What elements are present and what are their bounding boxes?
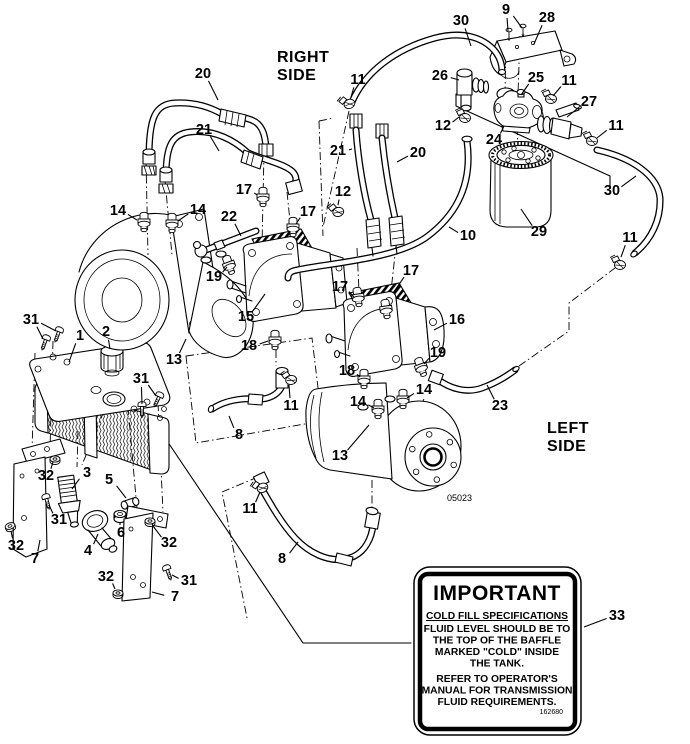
important-body-line: FLUID LEVEL SHOULD BE TO bbox=[423, 624, 571, 635]
callout-17: 17 bbox=[402, 263, 420, 279]
callout-22: 22 bbox=[220, 209, 238, 225]
leader-line bbox=[553, 86, 561, 96]
callout-18: 18 bbox=[240, 338, 258, 354]
leader-line bbox=[584, 619, 607, 627]
callout-7: 7 bbox=[170, 589, 180, 605]
filler-cap bbox=[101, 346, 123, 376]
callout-1: 1 bbox=[75, 328, 85, 344]
leader-line bbox=[172, 575, 179, 578]
important-title: IMPORTANT bbox=[433, 582, 561, 605]
callout-20: 20 bbox=[409, 145, 427, 161]
leader-line bbox=[152, 592, 164, 595]
callout-31: 31 bbox=[132, 371, 150, 387]
callout-3: 3 bbox=[82, 465, 92, 481]
leader-line bbox=[208, 81, 218, 100]
callout-14: 14 bbox=[109, 203, 127, 219]
drawing-number: 05023 bbox=[447, 493, 473, 503]
callout-32: 32 bbox=[37, 468, 55, 484]
callout-11: 11 bbox=[622, 230, 638, 246]
clamp-icon bbox=[541, 89, 557, 104]
callout-5: 5 bbox=[104, 472, 114, 488]
leader-line bbox=[597, 130, 607, 138]
leader-line bbox=[338, 199, 339, 205]
leader-line bbox=[128, 214, 137, 220]
leader-line bbox=[41, 323, 56, 331]
important-part-number: 162680 bbox=[539, 709, 563, 716]
callout-32: 32 bbox=[160, 535, 178, 551]
important-footer-line: REFER TO OPERATOR'S bbox=[436, 674, 558, 685]
leader-line bbox=[229, 416, 234, 428]
hose-8-lower bbox=[253, 472, 380, 566]
fitting-icon bbox=[269, 330, 281, 349]
callout-15: 15 bbox=[237, 309, 255, 325]
callout-14: 14 bbox=[189, 202, 207, 218]
callout-19: 19 bbox=[429, 345, 447, 361]
left-side-label: LEFT bbox=[547, 420, 589, 437]
callout-31: 31 bbox=[22, 312, 40, 328]
callout-10: 10 bbox=[459, 228, 477, 244]
callout-20: 20 bbox=[194, 66, 212, 82]
callout-26: 26 bbox=[431, 68, 449, 84]
callout-12: 12 bbox=[434, 118, 452, 134]
important-footer-line: MANUAL FOR TRANSMISSION bbox=[421, 685, 573, 697]
leader-line bbox=[453, 117, 459, 122]
fitting-icon bbox=[220, 254, 238, 276]
callout-17: 17 bbox=[299, 204, 317, 220]
callout-14: 14 bbox=[415, 382, 433, 398]
callout-11: 11 bbox=[283, 398, 299, 414]
important-body-line: THE TOP OF THE BAFFLE bbox=[432, 635, 562, 647]
leader-line bbox=[179, 339, 186, 353]
callout-13: 13 bbox=[331, 448, 349, 464]
leader-line bbox=[349, 149, 352, 150]
callout-8: 8 bbox=[234, 427, 244, 443]
important-label bbox=[414, 567, 581, 735]
callout-4: 4 bbox=[83, 543, 93, 559]
leader-line bbox=[260, 341, 268, 344]
leader-line bbox=[210, 137, 219, 151]
clamp-icon bbox=[582, 131, 598, 146]
clamp-icon bbox=[326, 201, 345, 219]
right-side-label: RIGHT bbox=[277, 49, 330, 66]
callout-6: 6 bbox=[116, 525, 126, 541]
bolt-icon bbox=[162, 564, 175, 582]
callout-2: 2 bbox=[101, 324, 111, 340]
callout-21: 21 bbox=[195, 122, 213, 138]
bolt-icon bbox=[38, 334, 51, 352]
left-side-label: SIDE bbox=[547, 438, 587, 455]
nut-icon bbox=[50, 456, 60, 465]
callout-11: 11 bbox=[242, 501, 258, 517]
callout-16: 16 bbox=[448, 312, 466, 328]
callout-31: 31 bbox=[50, 512, 68, 528]
callout-25: 25 bbox=[527, 70, 545, 86]
clamp-icon bbox=[610, 255, 626, 270]
callout-32: 32 bbox=[7, 538, 25, 554]
leader-line bbox=[37, 327, 43, 339]
hose-8-upper bbox=[207, 368, 288, 414]
tee-fitting-27 bbox=[538, 103, 583, 139]
elbow-fitting-26 bbox=[457, 69, 489, 111]
bolt-icon bbox=[51, 326, 64, 344]
callout-29: 29 bbox=[530, 224, 548, 240]
leader-line bbox=[621, 176, 636, 187]
callout-23: 23 bbox=[491, 398, 509, 414]
wheel-motor-left bbox=[306, 383, 461, 491]
right-side-label: SIDE bbox=[277, 67, 317, 84]
hose-21-upper bbox=[159, 132, 302, 195]
callout-33: 33 bbox=[608, 608, 626, 624]
leader-line bbox=[141, 387, 142, 404]
fitting-icon bbox=[138, 212, 150, 231]
callout-17: 17 bbox=[331, 279, 349, 295]
leader-line bbox=[449, 227, 458, 233]
important-footer-line: FLUID REQUIREMENTS. bbox=[437, 697, 557, 708]
callout-27: 27 bbox=[580, 94, 598, 110]
callout-19: 19 bbox=[205, 269, 223, 285]
important-body-line: THE TANK. bbox=[469, 658, 525, 670]
oil-filter bbox=[489, 142, 553, 228]
callout-11: 11 bbox=[561, 73, 577, 89]
callout-14: 14 bbox=[349, 394, 367, 410]
callout-30: 30 bbox=[452, 13, 470, 29]
important-subtitle: COLD FILL SPECIFICATIONS bbox=[425, 611, 569, 622]
callout-11: 11 bbox=[350, 72, 366, 88]
callout-21: 21 bbox=[329, 143, 347, 159]
callout-11: 11 bbox=[608, 118, 624, 134]
fitting-icon bbox=[257, 187, 269, 206]
nut-icon bbox=[113, 590, 123, 599]
callout-18: 18 bbox=[338, 363, 356, 379]
callout-9: 9 bbox=[501, 2, 511, 18]
callout-30: 30 bbox=[603, 183, 621, 199]
callout-32: 32 bbox=[97, 569, 115, 585]
leader-line bbox=[117, 486, 126, 498]
callout-28: 28 bbox=[538, 10, 556, 26]
leader-line bbox=[621, 245, 625, 257]
leader-line bbox=[289, 385, 290, 398]
important-body-line: MARKED "COLD" INSIDE bbox=[434, 647, 560, 658]
callout-8: 8 bbox=[277, 551, 287, 567]
callout-13: 13 bbox=[165, 352, 183, 368]
leader-line bbox=[397, 156, 408, 162]
callout-31: 31 bbox=[180, 573, 198, 589]
leader-line bbox=[94, 534, 98, 544]
leader-line bbox=[513, 16, 522, 28]
hose-23 bbox=[428, 365, 520, 390]
leader-line bbox=[290, 542, 298, 553]
callout-17: 17 bbox=[235, 182, 253, 198]
callout-12: 12 bbox=[334, 184, 352, 200]
callout-7: 7 bbox=[30, 551, 40, 567]
callout-24: 24 bbox=[485, 132, 503, 148]
